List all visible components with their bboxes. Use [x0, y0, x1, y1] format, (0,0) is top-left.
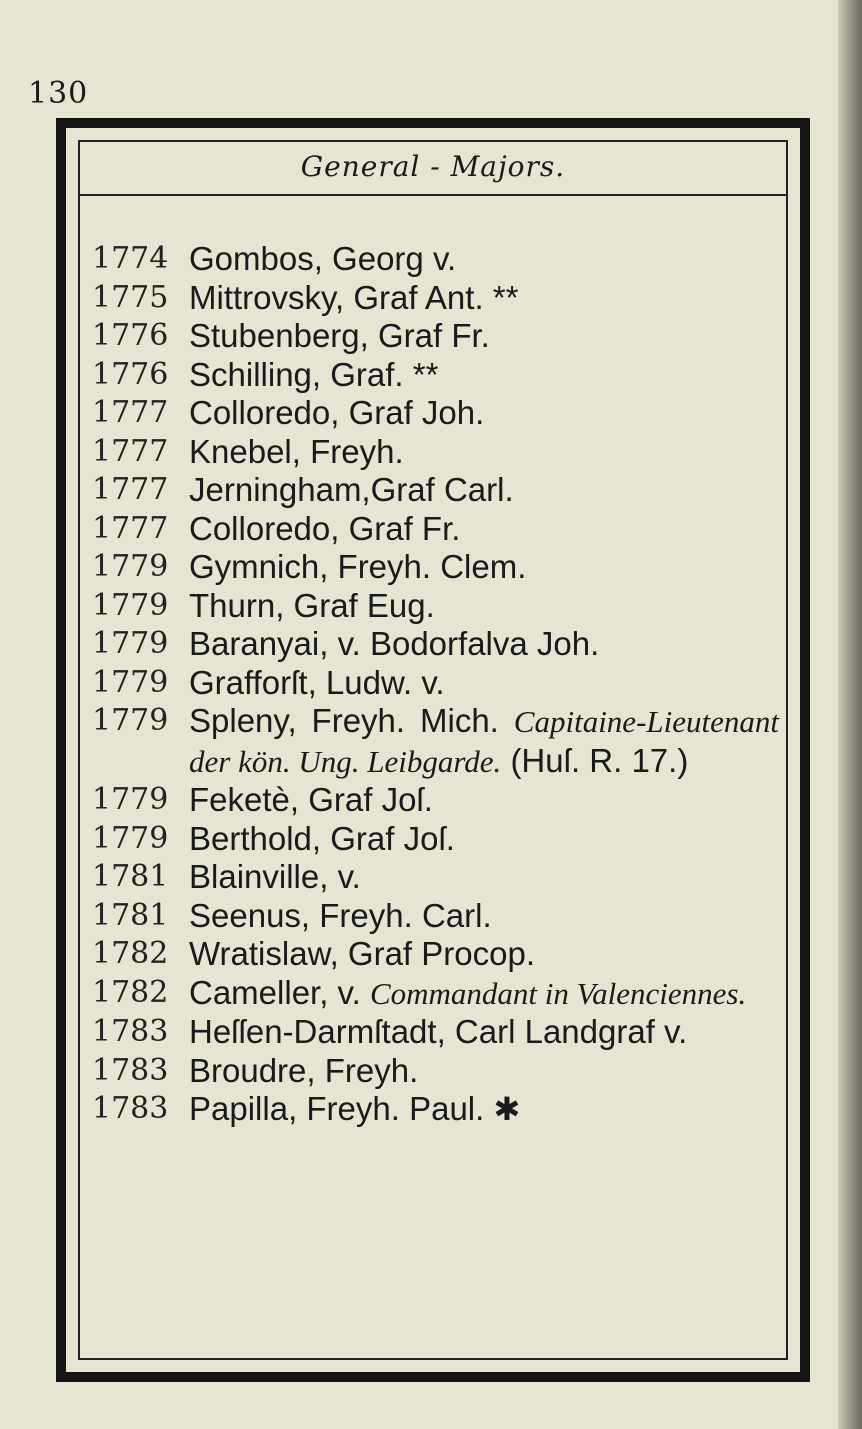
entry-year: 1783 [92, 1052, 169, 1088]
entry-name: Knebel, Freyh. [189, 432, 404, 470]
header-divider [80, 194, 786, 196]
list-item [86, 897, 780, 936]
page-number: 130 [28, 76, 89, 111]
list-item [86, 433, 780, 472]
entry-name: Jerningham,Graf Carl. [189, 471, 514, 508]
list-item [86, 702, 780, 781]
list-item [86, 820, 780, 859]
entry-name: Papilla, Freyh. Paul. [189, 1090, 485, 1127]
entry-year: 1775 [92, 279, 169, 315]
entry-name: Thurn, Graf Eug. [189, 586, 435, 624]
entry-year: 1779 [92, 626, 169, 661]
list-item [86, 356, 780, 395]
entry-note: Capitaine-Lieutenant der kön. Ung. Leibgarde. [189, 704, 779, 779]
entry-year: 1783 [92, 1014, 169, 1049]
entry-name: Baranyai, v. Bodorfalva Joh. [189, 625, 600, 662]
entry-year: 1776 [92, 356, 169, 392]
entry-year: 1774 [92, 241, 169, 276]
entry-year: 1783 [92, 1091, 169, 1126]
entry-name: Stubenberg, Graf Fr. [189, 317, 490, 354]
list-item [86, 317, 780, 356]
entry-year: 1779 [92, 664, 169, 700]
list-item [86, 279, 780, 318]
entry-note: Commandant in Valenciennes. [369, 975, 747, 1011]
list-item [86, 394, 780, 433]
entry-name: Colloredo, Graf Joh. [189, 394, 485, 431]
entry-year: 1777 [92, 472, 169, 507]
entry-name: Heſſen-Darmſtadt, Carl Landgraf v. [189, 1013, 688, 1050]
entry-name: Gombos, Georg v. [189, 240, 457, 277]
list-item [86, 1090, 780, 1129]
entry-name: Feketè, Graf Joſ. [189, 781, 433, 818]
entry-name: Spleny, Freyh. Mich. [189, 702, 499, 739]
entry-name: Colloredo, Graf Fr. [189, 509, 461, 547]
entry-year: 1781 [92, 897, 169, 933]
list-item [86, 510, 780, 549]
list-item [86, 974, 780, 1014]
entry-year: 1777 [92, 395, 169, 430]
list-item [86, 625, 780, 664]
list-item [86, 1052, 780, 1091]
entry-year: 1779 [92, 782, 169, 817]
entry-year: 1782 [92, 936, 169, 971]
entry-name: Wratislaw, Graf Procop. [189, 935, 536, 972]
list-item [86, 858, 780, 897]
entry-year: 1776 [92, 318, 169, 353]
list-item [86, 664, 780, 703]
officer-list [86, 240, 780, 1129]
entry-regiment: (Huſ. R. 17.) [510, 741, 689, 779]
asterisk-icon: ✱ [493, 1090, 521, 1128]
entry-year: 1779 [92, 587, 169, 623]
entry-year: 1777 [92, 433, 169, 469]
entry-year: 1779 [92, 820, 169, 856]
page-edge-shadow [838, 0, 862, 1429]
entry-year: 1779 [92, 703, 169, 738]
entry-name: Berthold, Graf Joſ. [189, 819, 455, 857]
entry-year: 1781 [92, 859, 169, 894]
list-item [86, 240, 780, 279]
entry-name: Schilling, Graf. ** [189, 355, 439, 393]
entry-year: 1782 [92, 974, 169, 1010]
entry-name: Broudre, Freyh. [189, 1051, 419, 1089]
list-item [86, 587, 780, 626]
list-item [86, 471, 780, 510]
entry-name: Seenus, Freyh. Carl. [189, 896, 492, 934]
list-item [86, 1013, 780, 1052]
entry-name: Gymnich, Freyh. Clem. [189, 548, 527, 585]
entry-name: Mittrovsky, Graf Ant. ** [189, 278, 519, 316]
list-item [86, 548, 780, 587]
entry-name: Cameller, v. [189, 973, 361, 1011]
list-item [86, 935, 780, 974]
section-title: General - Majors. [300, 150, 566, 183]
entry-name: Grafforſt, Ludw. v. [189, 663, 445, 701]
entry-year: 1777 [92, 510, 169, 546]
entry-name: Blainville, v. [189, 858, 361, 895]
entry-year: 1779 [92, 549, 169, 584]
list-item [86, 781, 780, 820]
